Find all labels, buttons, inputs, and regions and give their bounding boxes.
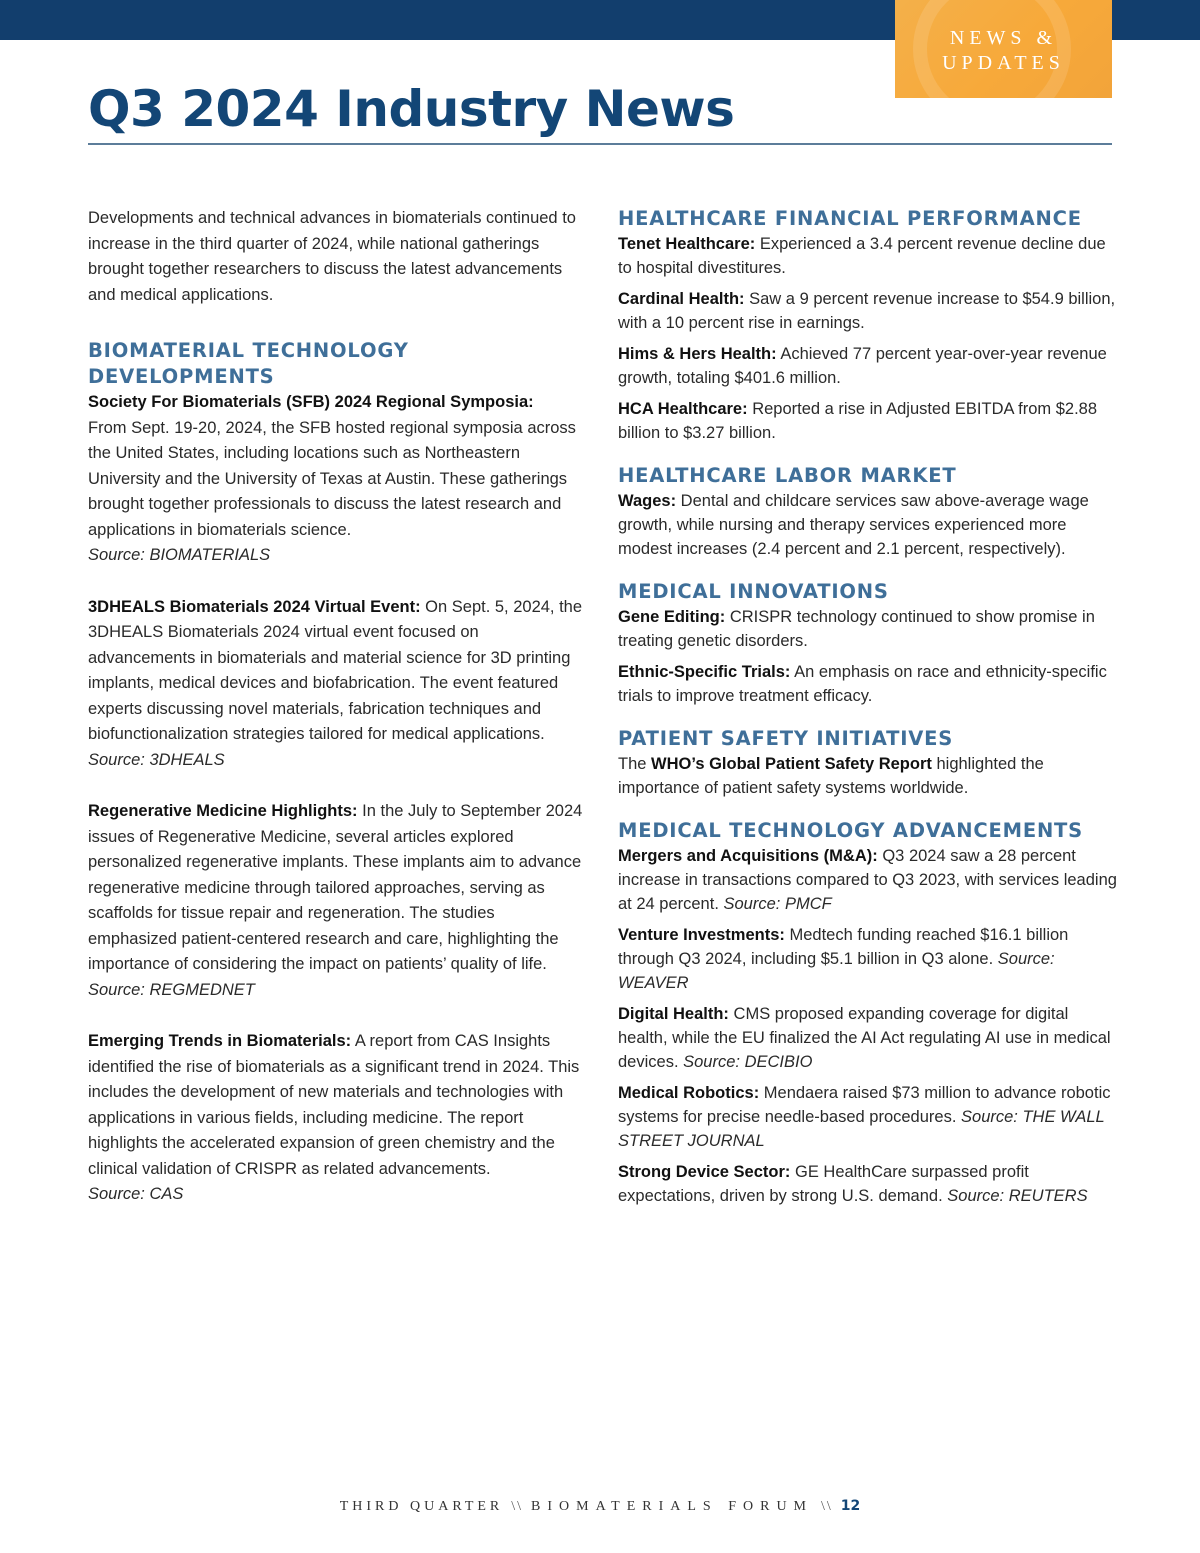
source-citation: Source: CAS xyxy=(88,1185,184,1203)
news-item-hims-hers: Hims & Hers Health: Achieved 77 percent year-over-year revenue growth, totaling $401.6 million. xyxy=(618,345,1107,387)
title-divider xyxy=(88,143,1112,145)
intro-paragraph: Developments and technical advances in biomaterials continued to increase in the third quarter of 2024, while national gatherings brought together researchers to discuss the latest advancements and medical applications. xyxy=(88,209,576,304)
right-column xyxy=(618,206,1118,1208)
footer-quarter: THIRD QUARTER xyxy=(339,1499,504,1514)
source-citation: Source: REGMEDNET xyxy=(88,980,255,999)
page-title: Q3 2024 Industry News xyxy=(88,80,735,138)
section-heading-labor: HEALTHCARE LABOR MARKET xyxy=(618,464,957,487)
section-heading-medtech: MEDICAL TECHNOLOGY ADVANCEMENTS xyxy=(618,819,1084,842)
source-citation: Source: BIOMATERIALS xyxy=(88,546,271,564)
news-item-cardinal: Cardinal Health: Saw a 9 percent revenue increase to $54.9 billion, with a 10 percent rise in earnings. xyxy=(618,290,1116,332)
section-heading-patient-safety: PATIENT SAFETY INITIATIVES xyxy=(618,727,954,750)
page-footer xyxy=(0,1498,1200,1515)
news-item-gene-editing: Gene Editing: CRISPR technology continued to show promise in treating genetic disorders. xyxy=(618,608,1095,650)
footer-separator: \\ xyxy=(821,1499,833,1514)
section-heading-innovations: MEDICAL INNOVATIONS xyxy=(618,580,889,603)
news-item-wages: Wages: Dental and childcare services saw above-average wage growth, while nursing and therapy services experienced more modest increases (2.4 percent and 2.1 percent, respectively). xyxy=(618,492,1089,558)
section-heading-biomaterial-tech: BIOMATERIAL TECHNOLOGY DEVELOPMENTS xyxy=(88,339,409,388)
news-item-digital-health: Digital Health: CMS proposed expanding coverage for digital health, while the EU finalized the AI Act regulating AI use in medical devices. Source: DECIBIO xyxy=(618,1005,1111,1071)
news-item-hca: HCA Healthcare: Reported a rise in Adjusted EBITDA from $2.88 billion to $3.27 billion. xyxy=(618,400,1098,442)
news-item-regenerative-medicine: Regenerative Medicine Highlights: In the July to September 2024 issues of Regenerative Medicine, several articles explored personalized regenerative implants. These implants aim to advance regenerative medicine through tailored approaches, serving as scaffolds for tissue repair and regeneration. The studies emphasized patient-centered research and care, highlighting the importance of considering the impact on patients’ quality of life. Source: REGMEDNET xyxy=(88,802,583,999)
source-citation: Source: WEAVER xyxy=(618,950,1055,992)
news-item-mergers: Mergers and Acquisitions (M&A): Q3 2024 saw a 28 percent increase in transactions compared to Q3 2023, with services leading at 24 percent. Source: PMCF xyxy=(618,847,1117,913)
source-citation: Source: DECIBIO xyxy=(683,1053,813,1071)
news-item-3dheals: 3DHEALS Biomaterials 2024 Virtual Event: On Sept. 5, 2024, the 3DHEALS Biomaterials 2024 virtual event focused on advancements in biomaterials and material science for 3D printing implants, medical devices and biofabrication. The event featured experts discussing novel materials, fabrication techniques and biofunctionalization strategies tailored for medical applications. Source: 3DHEALS xyxy=(88,597,583,769)
section-heading-financial: HEALTHCARE FINANCIAL PERFORMANCE xyxy=(618,207,1082,230)
news-updates-label: NEWS & UPDATES xyxy=(942,27,1065,74)
left-column xyxy=(88,206,588,1234)
news-item-tenet: Tenet Healthcare: Experienced a 3.4 percent revenue decline due to hospital divestitures. xyxy=(618,235,1106,277)
news-item-sfb-symposia: Society For Biomaterials (SFB) 2024 Regional Symposia: From Sept. 19-20, 2024, the SFB hosted regional symposia across the United States, including locations such as Northeastern University and the University of Texas at Austin. These gatherings brought together professionals to discuss the latest research and applications in biomaterials science. Source: BIOMATERIALS xyxy=(88,393,576,564)
news-item-ethnic-trials: Ethnic-Specific Trials: An emphasis on race and ethnicity-specific trials to improve treatment efficacy. xyxy=(618,663,1107,705)
news-updates-tab xyxy=(895,0,1112,98)
source-citation: Source: 3DHEALS xyxy=(88,750,225,769)
news-item-emerging-trends: Emerging Trends in Biomaterials: A report from CAS Insights identified the rise of biomaterials as a significant trend in 2024. This includes the development of new materials and technologies with applications in various fields, including medicine. The report highlights the accelerated expansion of green chemistry and the clinical validation of CRISPR as related advancements. Source: CAS xyxy=(88,1032,580,1203)
news-item-who-report: The WHO’s Global Patient Safety Report highlighted the importance of patient safety systems worldwide. xyxy=(618,755,1044,797)
page-number: 12 xyxy=(840,1498,861,1514)
footer-publication: BIOMATERIALS FORUM xyxy=(531,1499,814,1514)
footer-separator: \\ xyxy=(511,1499,524,1514)
source-citation: Source: THE WALL STREET JOURNAL xyxy=(618,1108,1105,1150)
news-item-venture: Venture Investments: Medtech funding reached $16.1 billion through Q3 2024, including $5.1 billion in Q3 alone. Source: WEAVER xyxy=(618,926,1069,992)
news-item-device-sector: Strong Device Sector: GE HealthCare surpassed profit expectations, driven by strong U.S. demand. Source: REUTERS xyxy=(618,1163,1088,1205)
source-citation: Source: REUTERS xyxy=(947,1187,1088,1205)
news-item-robotics: Medical Robotics: Mendaera raised $73 million to advance robotic systems for precise needle-based procedures. Source: THE WALL STREET JOURNAL xyxy=(618,1084,1111,1150)
source-citation: Source: PMCF xyxy=(723,895,832,913)
